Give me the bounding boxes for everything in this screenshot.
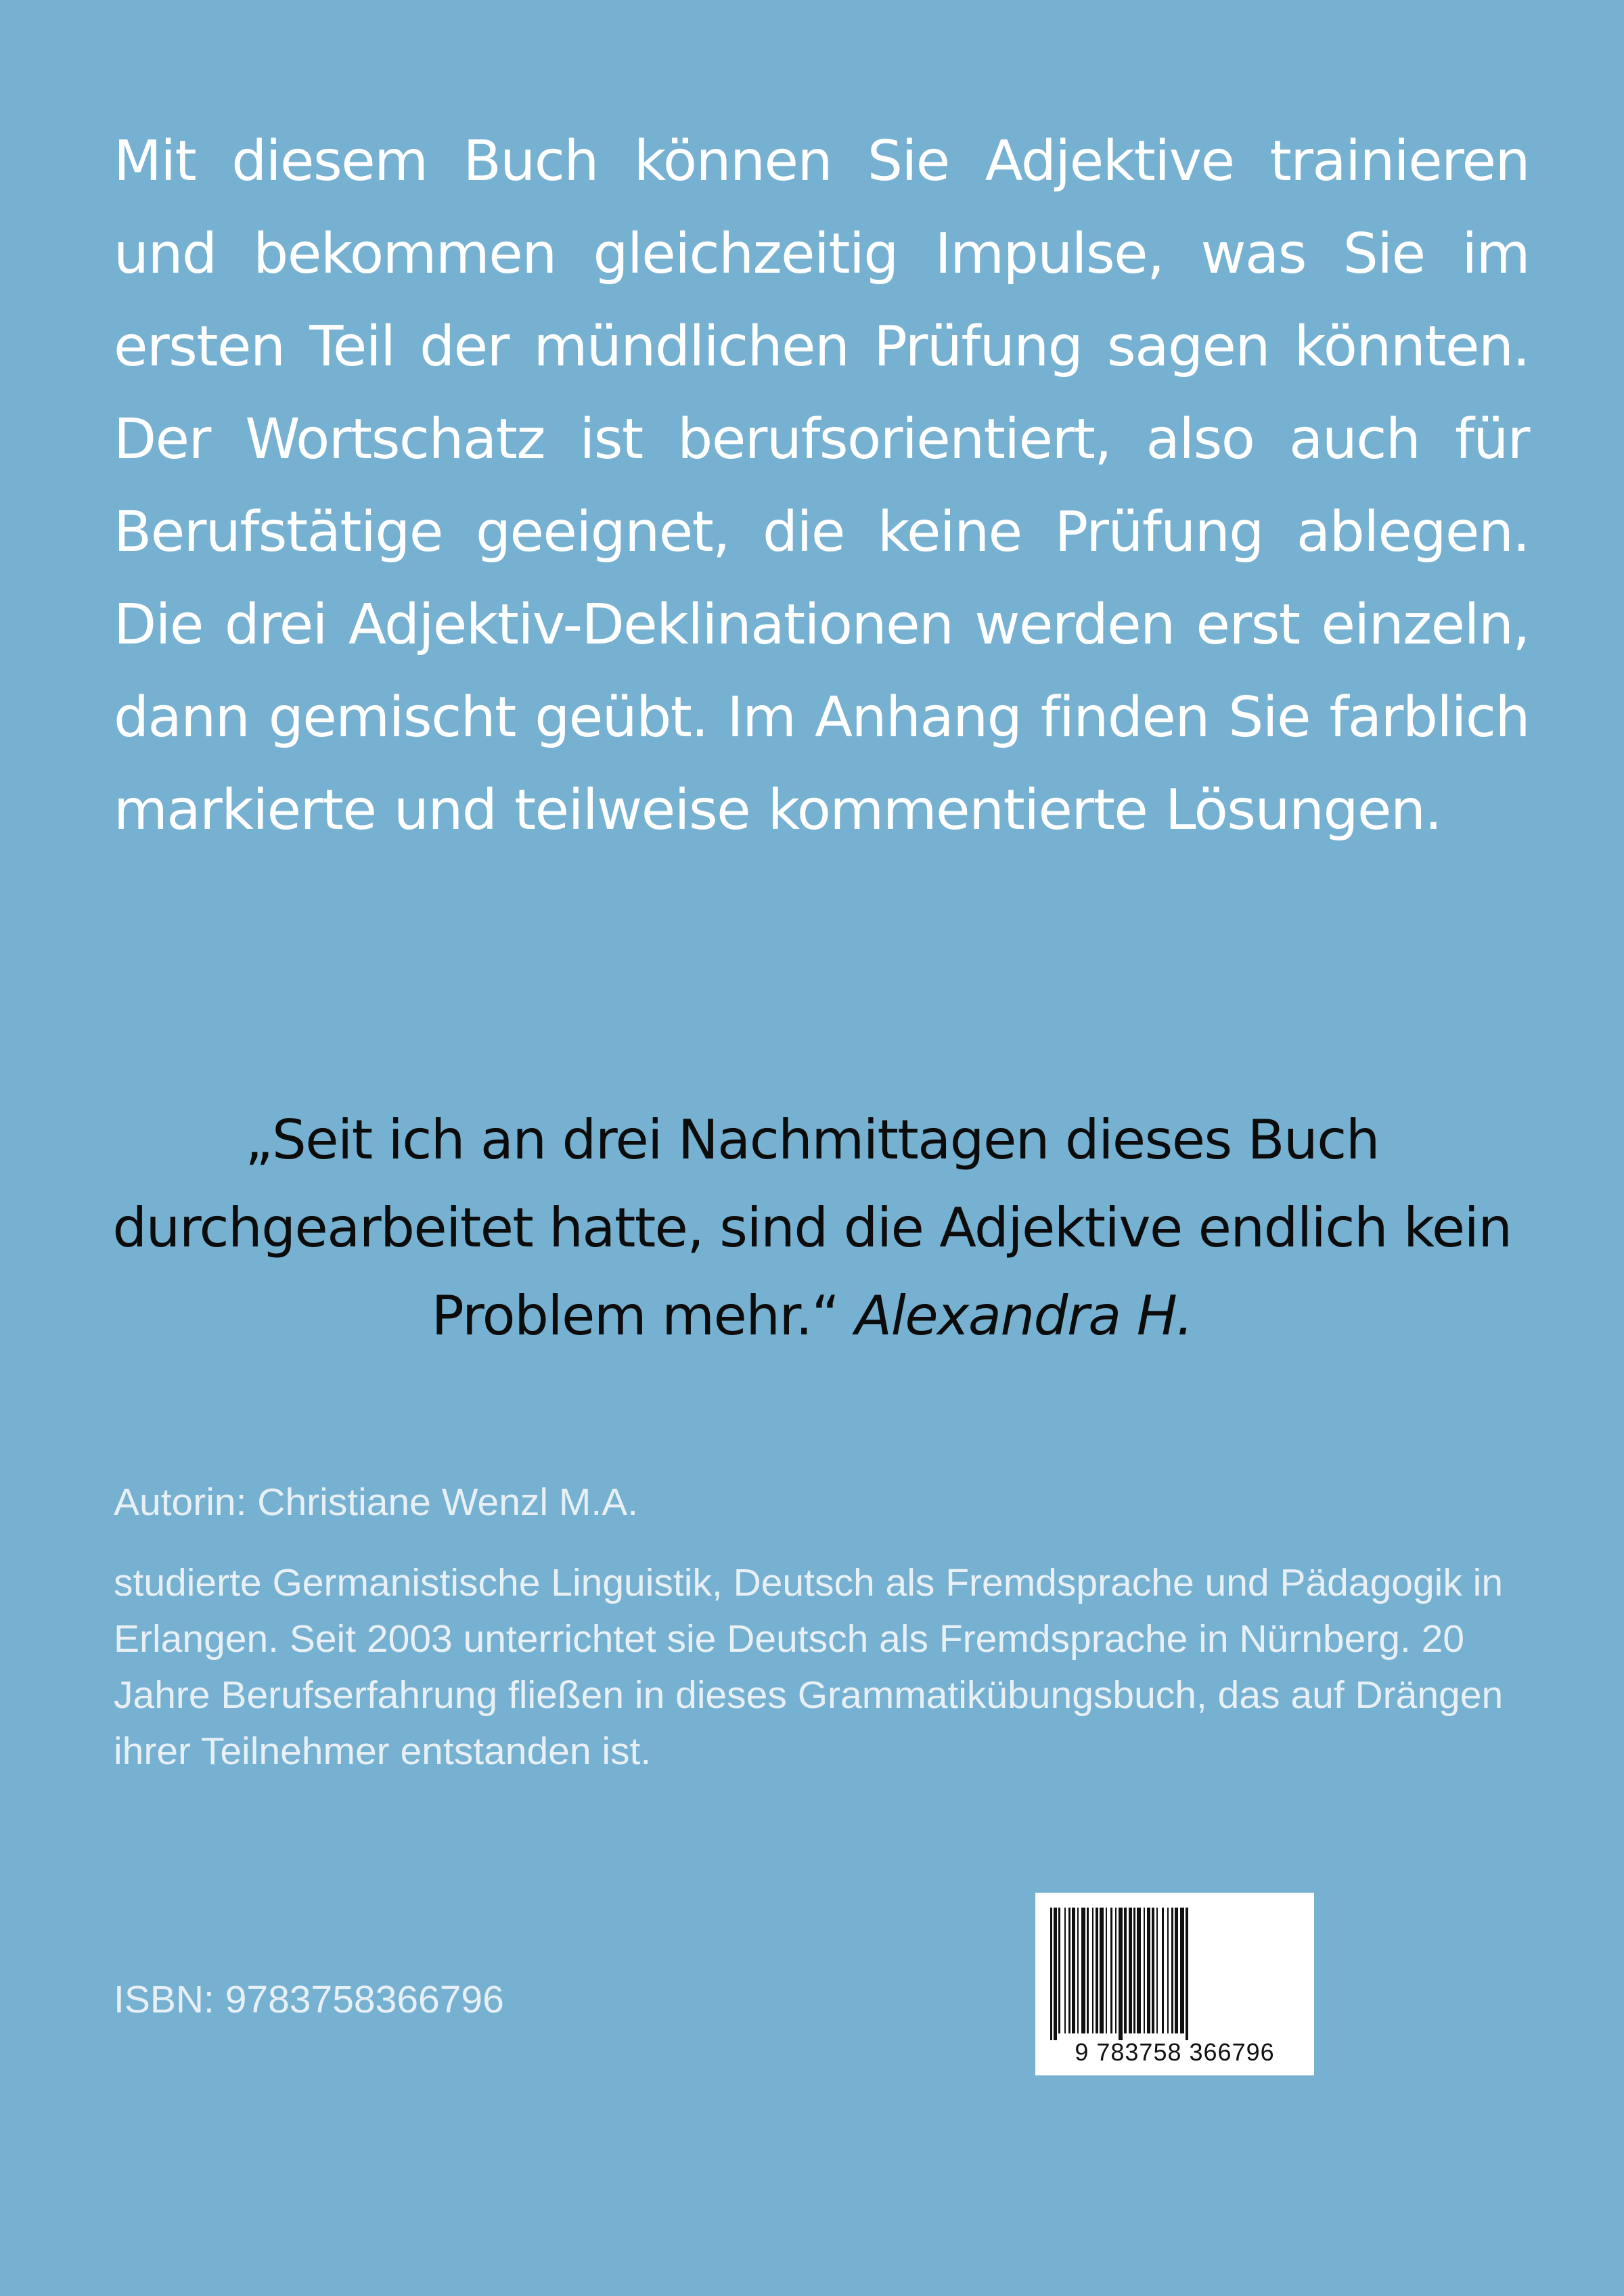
barcode-bar [1144,1908,1145,2033]
barcode-bar [1175,1908,1178,2033]
barcode-digits: 9 783758 366796 [1075,2038,1275,2066]
barcode-bar [1072,1908,1075,2033]
isbn-barcode [1035,1893,1314,2075]
barcode-bar [1058,1908,1060,2033]
testimonial-attribution: Alexandra H. [855,1284,1193,1347]
barcode-bar [1162,1908,1164,2033]
barcode-bar [1167,1908,1169,2033]
author-bio: studierte Germanistische Linguistik, Deutsch als Fremdsprache und Pädagogik in Erlangen. Seit 2003 unterrichtet sie Deutsch als Fremdsprache in Nürnberg. 20 Jahre Berufserfahrung fließen in dieses Grammatikübungsbuch, das auf Drängen ihrer Teilnehmer entstanden ist. [114,1561,1504,1773]
barcode-bar [1077,1908,1079,2033]
barcode-bar [1171,1908,1173,2033]
barcode-bar [1087,1908,1089,2033]
barcode-bar [1119,1908,1123,2040]
barcode-bar [1081,1908,1085,2033]
blurb-text: Mit diesem Buch können Sie Adjektive trainieren und bekommen gleichzeitig Impulse, was Sie im ersten Teil der mündlichen Prüfung sagen könnten. Der Wortschatz ist berufsorientiert, also auch für Berufstätige geeignet, die keine Prüfung ablegen. Die drei Adjektiv-Deklinationen werden erst einzeln, dann gemischt geübt. Im Anhang finden Sie farblich markierte und teilweise kommentierte Lösungen. [114,129,1529,842]
barcode-bar [1096,1908,1098,2033]
barcode-bar [1054,1908,1057,2040]
barcode-bar [1115,1908,1116,2033]
barcode-bar [1180,1908,1184,2033]
barcode-bar [1147,1908,1150,2033]
barcode-bar [1064,1908,1066,2033]
testimonial [81,1096,1543,1360]
barcode-bar [1137,1908,1141,2033]
barcode-bar [1110,1908,1112,2033]
barcode-bar [1068,1908,1070,2033]
barcode-bar [1050,1908,1052,2040]
barcode-bar [1186,1908,1188,2040]
barcode-bar [1092,1908,1093,2033]
barcode-bar [1152,1908,1154,2033]
author-heading: Autorin: Christiane Wenzl M.A. [114,1481,639,1524]
barcode-bar [1106,1908,1107,2033]
barcode-bar [1133,1908,1135,2033]
barcode-bar [1156,1908,1158,2033]
isbn-label: ISBN: 9783758366796 [114,1978,504,2021]
testimonial-quote: „Seit ich an drei Nachmittagen dieses Buch durchgearbeitet hatte, sind die Adjektive endlich kein Problem mehr.“ [112,1108,1512,1347]
barcode-bar [1129,1908,1132,2033]
barcode-bar [1100,1908,1104,2033]
barcode-bar [1124,1908,1127,2033]
